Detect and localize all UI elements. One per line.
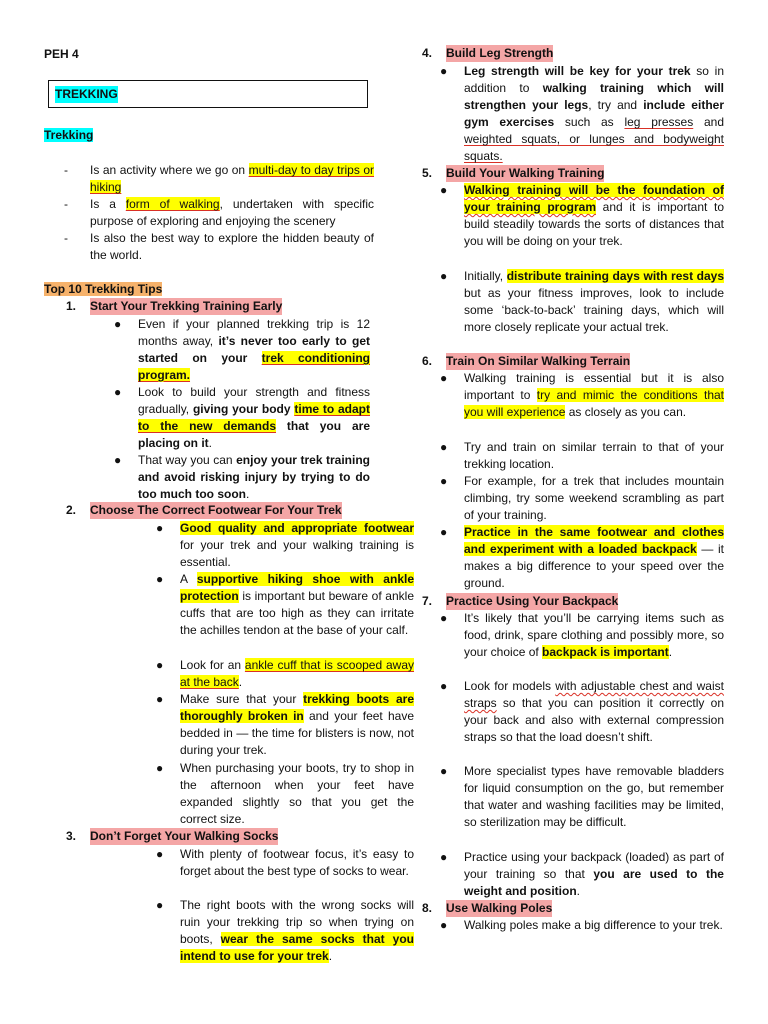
text-run: and it is important to build steadily towards the sorts of distances that you will be doing on your trek.: [464, 200, 725, 248]
bullet-item: [156, 520, 414, 571]
bullet-item: [440, 524, 724, 592]
text-run: Good quality and appropriate footwear: [180, 521, 414, 535]
tip-title: Build Your Walking Training: [446, 166, 605, 180]
bullet-item: [114, 316, 370, 384]
bullet-item: [440, 63, 725, 165]
text-run: Walking poles make a big difference to your trek.: [464, 918, 723, 932]
bullet-dot: ●: [440, 611, 448, 625]
bullet-item: [156, 846, 414, 880]
tip-title: Don’t Forget Your Walking Socks: [90, 829, 279, 843]
tip-title: Start Your Trekking Training Early: [90, 299, 283, 313]
text-run: Initially,: [464, 269, 507, 283]
text-run: Even if your planned trekking trip is 12 months away,: [138, 317, 370, 348]
intro-item: [64, 230, 374, 264]
text-run: it’s never too early to get started on your: [138, 334, 371, 365]
text-run: — it makes a big difference to your speed over the ground.: [464, 542, 724, 590]
bullet-dot: ●: [156, 521, 164, 535]
tip-title: Practice Using Your Backpack: [446, 594, 619, 608]
text-run: It’s likely that you’ll be carrying items such as food, drink, spare clothing and possibly more, so your choice of: [464, 611, 724, 659]
tip-8: [400, 900, 705, 917]
tip-title: Train On Similar Walking Terrain: [446, 354, 631, 368]
text-run: so in addition to: [464, 64, 725, 95]
tips-heading: Top 10 Trekking Tips: [44, 282, 163, 296]
text-run: and: [693, 115, 725, 129]
tip-number: 5.: [422, 166, 433, 180]
bullet-dot: ●: [156, 898, 164, 912]
bullet-dot: ●: [156, 572, 164, 586]
text-run: .: [208, 436, 213, 450]
text-run: ankle cuff that is scooped away at the back: [180, 658, 415, 689]
text-run: Is a: [90, 197, 126, 211]
bullet-dot: ●: [440, 474, 448, 488]
bullet-item: [114, 384, 370, 452]
text-run: , undertaken with specific purpose of exploring and enjoying the scenery: [90, 197, 374, 228]
text-run: Practice using your backpack (loaded) as part of your training so that: [464, 850, 724, 881]
title-box: [48, 80, 368, 108]
text-run: Practice in the same footwear and clothes and experiment with a loaded backpack: [464, 525, 724, 556]
text-run: include either gym exercises: [464, 98, 724, 129]
text-run: Try and train on similar terrain to that of your trekking location.: [464, 440, 724, 471]
text-run: backpack is important: [542, 645, 669, 659]
text-run: .: [245, 487, 250, 501]
bullet-dot: ●: [440, 525, 448, 539]
tip-number: 7.: [422, 594, 433, 608]
tip-number: 3.: [66, 829, 77, 843]
text-run: trekking boots are thoroughly broken in: [180, 692, 414, 723]
bullet-item: [440, 439, 724, 473]
tip-5: [400, 165, 705, 182]
bullet-item: [156, 897, 414, 965]
text-run: Look to build your strength and fitness gradually,: [138, 385, 370, 416]
text-run: , or lunges and bodyweight squats.: [464, 132, 724, 163]
tip-1: [44, 298, 374, 315]
text-run: , try and: [588, 98, 644, 112]
text-run: such as: [554, 115, 625, 129]
text-run: walking training which will strengthen your legs: [464, 81, 724, 112]
tip-number: 6.: [422, 354, 433, 368]
text-run: you are used to the weight and position: [464, 867, 724, 898]
tip-title: Use Walking Poles: [446, 901, 553, 915]
bullet-item: [440, 849, 724, 900]
text-run: Walking training will be the foundation of your training program: [464, 183, 724, 214]
bullet-item: [156, 691, 414, 759]
text-run: For example, for a trek that includes mountain climbing, try some weekend scrambling as part of your training.: [464, 474, 724, 522]
tip-2: [44, 502, 374, 519]
text-run: supportive hiking shoe with ankle protection: [180, 572, 414, 603]
bullet-item: [440, 370, 724, 421]
text-run: .: [668, 645, 673, 659]
tip-number: 8.: [422, 901, 433, 915]
bullet-item: [440, 268, 725, 336]
text-run: Look for models: [464, 679, 556, 693]
bullet-item: [156, 657, 414, 691]
intro-heading: Trekking: [44, 128, 94, 142]
text-run: is important but beware of ankle cuffs that are too high as they can irritate the achilles tendon at the base of your calf.: [180, 589, 414, 637]
text-run: The right boots with the wrong socks will ruin your trekking trip so when trying on boots,: [180, 898, 414, 946]
text-run: .: [576, 884, 581, 898]
tips-heading-wrap: [44, 281, 162, 298]
text-run: and your feet have bedded in — the time for blisters is now, not during your trek.: [180, 709, 414, 757]
text-run: With plenty of footwear focus, it’s easy to forget about the best type of socks to wear.: [180, 847, 414, 878]
text-run: that you are placing on it: [138, 419, 370, 450]
dash-marker: -: [64, 163, 68, 177]
text-run: leg presses: [624, 115, 694, 129]
text-run: but as your fitness improves, look to include some ‘back-to-back’ training days, which will more closely replicate your actual trek.: [464, 286, 724, 334]
intro-item: [64, 196, 374, 230]
text-run: distribute training days with rest days: [506, 269, 725, 283]
text-run: .: [238, 675, 243, 689]
course-code: PEH 4: [44, 47, 79, 61]
tip-number: 2.: [66, 503, 77, 517]
bullet-item: [440, 678, 724, 746]
bullet-item: [440, 182, 725, 250]
bullet-dot: ●: [440, 440, 448, 454]
tip-title: Choose The Correct Footwear For Your Trek: [90, 503, 342, 517]
text-run: .: [328, 949, 333, 963]
text-run: More specialist types have removable bladders for liquid consumption on the go, but remember that water and washing facilities may be limited, so sterilization may be difficult.: [464, 764, 724, 829]
text-run: form of walking: [125, 197, 220, 211]
text-run: time to adapt to the new demands: [138, 402, 370, 433]
bullet-dot: ●: [440, 764, 448, 778]
text-run: for your trek and your walking training is essential.: [180, 538, 414, 569]
tip-6: [400, 353, 705, 370]
text-run: Walking training is essential but it is also important to: [464, 371, 724, 402]
text-run: Leg strength will be key for your trek: [464, 64, 691, 78]
bullet-dot: ●: [440, 183, 448, 197]
text-run: Is an activity where we go on: [90, 163, 249, 177]
bullet-dot: ●: [440, 918, 448, 932]
bullet-item: [440, 917, 724, 934]
text-run: multi-day to day trips or hiking: [90, 163, 374, 194]
text-run: giving your body: [192, 402, 295, 416]
bullet-dot: ●: [440, 371, 448, 385]
bullet-item: [440, 610, 724, 661]
page-title: TREKKING: [55, 87, 118, 101]
bullet-dot: ●: [156, 847, 164, 861]
tip-4: [400, 45, 705, 62]
tip-number: 4.: [422, 46, 433, 60]
bullet-dot: ●: [440, 850, 448, 864]
text-run: with adjustable chest and waist straps: [464, 679, 724, 710]
text-run: Is also the best way to explore the hidden beauty of the world.: [90, 231, 374, 262]
bullet-dot: ●: [114, 317, 122, 331]
bullet-item: [440, 473, 724, 524]
text-run: weighted squats: [464, 132, 557, 146]
intro-heading-wrap: [44, 127, 93, 144]
tip-3: [44, 828, 374, 845]
dash-marker: -: [64, 197, 68, 211]
text-run: wear the same socks that you intend to use for your trek: [180, 932, 414, 963]
bullet-dot: ●: [440, 269, 448, 283]
bullet-dot: ●: [156, 761, 164, 775]
bullet-item: [114, 452, 370, 503]
intro-item: [64, 162, 374, 196]
dash-marker: -: [64, 231, 68, 245]
text-run: as closely as you can.: [565, 405, 687, 419]
tip-7: [400, 593, 705, 610]
text-run: trek conditioning program.: [138, 351, 370, 382]
bullet-item: [156, 571, 414, 639]
text-run: so that you can position it correctly on your back and also with external compression straps so that the load doesn’t shift.: [464, 696, 724, 744]
bullet-dot: ●: [114, 453, 122, 467]
bullet-dot: ●: [156, 692, 164, 706]
text-run: Look for an: [180, 658, 245, 672]
bullet-item: [440, 763, 724, 831]
bullet-dot: ●: [440, 64, 448, 78]
text-run: That way you can: [138, 453, 237, 467]
bullet-item: [156, 760, 414, 828]
text-run: When purchasing your boots, try to shop in the afternoon when your feet have expanded slightly so that you get the correct size.: [180, 761, 414, 826]
text-run: enjoy your trek training and avoid risking injury by trying to do too much too soon: [138, 453, 371, 501]
tip-title: Build Leg Strength: [446, 46, 554, 60]
text-run: Make sure that your: [180, 692, 304, 706]
bullet-dot: ●: [440, 679, 448, 693]
tip-number: 1.: [66, 299, 77, 313]
bullet-dot: ●: [114, 385, 122, 399]
bullet-dot: ●: [156, 658, 164, 672]
text-run: try and mimic the conditions that you will experience: [464, 388, 724, 419]
text-run: A: [180, 572, 197, 586]
